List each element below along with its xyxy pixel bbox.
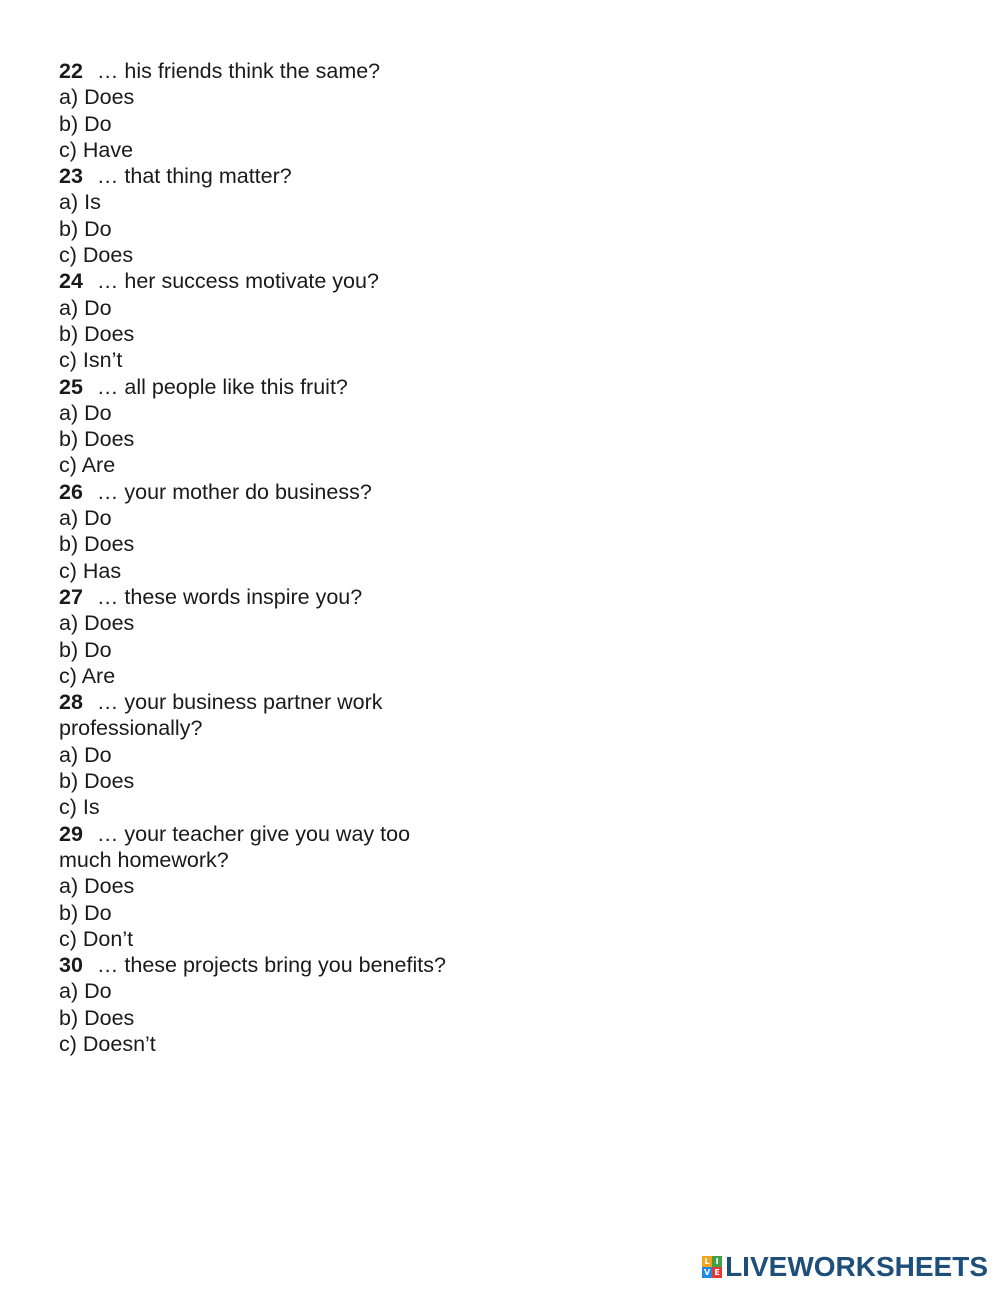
- answer-option[interactable]: c) Don’t: [59, 926, 134, 951]
- question-item: [59, 584, 459, 689]
- question-text: … these words inspire you?: [96, 584, 363, 609]
- question-number: 28: [59, 690, 83, 715]
- question-stem: [59, 479, 459, 505]
- question-item: [59, 952, 459, 1057]
- question-stem: [59, 584, 459, 610]
- answer-option[interactable]: a) Do: [59, 979, 112, 1004]
- answer-option[interactable]: b) Does: [59, 532, 135, 557]
- answer-option[interactable]: b) Do: [59, 900, 112, 925]
- answer-option[interactable]: c) Have: [59, 137, 134, 162]
- question-text: … your business partner work professionally?: [59, 690, 383, 741]
- question-item: [59, 163, 459, 268]
- answer-option[interactable]: b) Does: [59, 321, 135, 346]
- logo-text: LIVEWORKSHEETS: [725, 1251, 988, 1282]
- question-item: [59, 689, 459, 820]
- answer-option[interactable]: c) Doesn’t: [59, 1031, 156, 1056]
- logo-tile: I: [712, 1256, 722, 1267]
- question-stem: [59, 268, 459, 294]
- question-item: [59, 268, 459, 373]
- answer-option[interactable]: b) Does: [59, 1005, 135, 1030]
- question-stem: [59, 163, 459, 189]
- question-text: … these projects bring you benefits?: [96, 953, 446, 978]
- question-text: … his friends think the same?: [96, 59, 381, 83]
- question-stem: [59, 374, 459, 400]
- question-text: … your teacher give you way too much homework?: [59, 821, 411, 872]
- question-stem: [59, 821, 459, 874]
- question-text: … that thing matter?: [96, 164, 292, 189]
- answer-option[interactable]: a) Does: [59, 85, 135, 110]
- answer-option[interactable]: a) Does: [59, 874, 135, 899]
- liveworksheets-logo: [702, 1252, 988, 1282]
- question-text: … her success motivate you?: [96, 269, 379, 294]
- question-item: [59, 58, 459, 163]
- question-text: … your mother do business?: [96, 479, 372, 504]
- question-number: 26: [59, 479, 83, 504]
- question-number: 25: [59, 374, 83, 399]
- question-stem: [59, 952, 459, 978]
- question-stem: [59, 58, 459, 84]
- answer-option[interactable]: a) Do: [59, 295, 112, 320]
- question-item: [59, 821, 459, 952]
- question-number: 27: [59, 584, 83, 609]
- answer-option[interactable]: b) Do: [59, 216, 112, 241]
- answer-option[interactable]: b) Does: [59, 769, 135, 794]
- logo-tile: L: [702, 1256, 712, 1267]
- answer-option[interactable]: b) Do: [59, 111, 112, 136]
- question-item: [59, 374, 459, 479]
- answer-option[interactable]: a) Is: [59, 190, 101, 215]
- answer-option[interactable]: c) Is: [59, 795, 100, 820]
- answer-option[interactable]: c) Does: [59, 243, 134, 268]
- question-text: … all people like this fruit?: [96, 374, 348, 399]
- question-item: [59, 479, 459, 584]
- question-number: 23: [59, 164, 83, 189]
- answer-option[interactable]: a) Do: [59, 400, 112, 425]
- liveworksheets-logo-icon: [702, 1256, 722, 1278]
- answer-option[interactable]: b) Do: [59, 637, 112, 662]
- answer-option[interactable]: c) Isn’t: [59, 348, 123, 373]
- logo-tile: V: [703, 1268, 711, 1277]
- answer-option[interactable]: a) Does: [59, 611, 135, 636]
- answer-option[interactable]: c) Are: [59, 663, 116, 688]
- question-list: [59, 58, 459, 1057]
- answer-option[interactable]: b) Does: [59, 427, 135, 452]
- question-stem: [59, 689, 459, 742]
- question-number: 30: [59, 953, 83, 978]
- answer-option[interactable]: c) Has: [59, 558, 122, 583]
- answer-option[interactable]: a) Do: [59, 742, 112, 767]
- question-number: 24: [59, 269, 83, 294]
- answer-option[interactable]: c) Are: [59, 453, 116, 478]
- question-number: 29: [59, 821, 83, 846]
- answer-option[interactable]: a) Do: [59, 506, 112, 531]
- logo-tile: E: [712, 1267, 722, 1278]
- question-number: 22: [59, 59, 83, 83]
